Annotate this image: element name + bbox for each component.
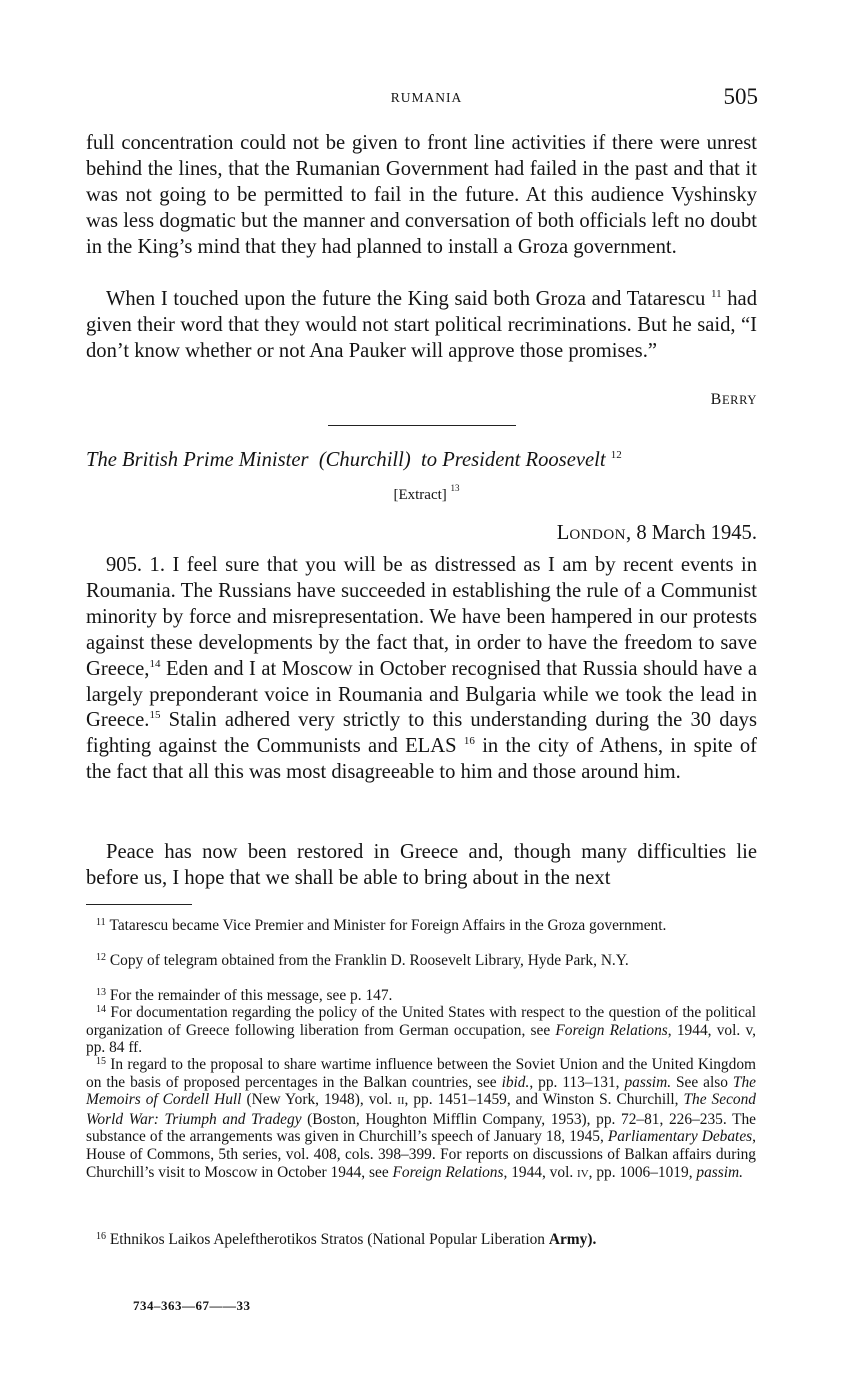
footnote-12 bbox=[86, 952, 756, 970]
footnote-text: , pp. 113–131, bbox=[529, 1073, 625, 1091]
document-title bbox=[86, 449, 757, 472]
footnote-text: See also bbox=[671, 1073, 733, 1091]
footnote-text: For documentation regarding the policy of the United States with respect to the question of the political organization of Greece following liberation from German occupation, see bbox=[86, 1004, 756, 1039]
footnote-text: For the remainder of this message, see p. 147. bbox=[109, 987, 393, 1004]
footnote-ref-14: 14 bbox=[149, 657, 161, 670]
citation-title: The Second World War: Triumph and Tradegy bbox=[86, 1091, 756, 1128]
dateline-date: , 8 March 1945. bbox=[626, 522, 757, 544]
footnote-text: , House of Commons, 5th series, vol. 408, cols. 398–399. For reports on discussions of Balkan affairs during Churchill’s visit to Moscow in October 1944, see bbox=[86, 1128, 756, 1181]
footnote-text: Copy of telegram obtained from the Franklin D. Roosevelt Library, Hyde Park, N.Y. bbox=[109, 952, 629, 969]
signature-initial: B bbox=[710, 391, 722, 408]
footnote-text: (New York, 1948), vol. bbox=[241, 1091, 398, 1109]
title-part: to President Roosevelt bbox=[421, 449, 606, 471]
signature-rest: ERRY bbox=[721, 393, 757, 407]
paragraph-continuation: full concentration could not be given to front line activities if there were unrest behind the lines, that the Rumanian Government had failed in the past and that it was not going to be permitted to fail in the future. At this audience Vyshinsky was less dogmatic but the manner and conversation of both officials left no doubt in the King’s mind that they had planned to install a Groza government. bbox=[86, 132, 757, 258]
footnote-text: , pp. 1451–1459, and Winston S. Churchill, bbox=[404, 1091, 684, 1109]
footnote-text: , 1944, vol. v, pp. 84 ff. bbox=[86, 1021, 756, 1057]
citation-italic: passim. bbox=[624, 1073, 672, 1091]
citation-title: The Memoirs of Cordell Hull bbox=[86, 1073, 756, 1109]
footnote-text: , 1944, vol. bbox=[503, 1163, 578, 1181]
extract-text: [Extract] bbox=[393, 487, 447, 503]
printer-code: 734–363—67——33 bbox=[133, 1298, 251, 1313]
citation-title: Parliamentary Debates bbox=[607, 1128, 753, 1146]
footnote-text: In regard to the proposal to share wartime influence between the Soviet Union and the United Kingdom on the basis of proposed percentages in the Balkan countries, see bbox=[86, 1056, 756, 1091]
paragraph-text: in the city of Athens, in spite of the fact that all this was most disagreeable to him and those around him. bbox=[86, 735, 757, 784]
section-divider bbox=[328, 425, 516, 426]
dateline-city-initial: L bbox=[556, 522, 570, 544]
footnote-number: 13 bbox=[96, 987, 106, 998]
footnote-13 bbox=[86, 987, 756, 1005]
page-number: 505 bbox=[723, 84, 758, 109]
paragraph-905 bbox=[86, 553, 757, 786]
footnote-ref-13: 13 bbox=[450, 483, 460, 493]
footnote-number: 15 bbox=[96, 1056, 106, 1067]
footnote-rule bbox=[86, 904, 192, 905]
footnote-number: 11 bbox=[96, 917, 106, 928]
footnote-15 bbox=[86, 1056, 756, 1183]
citation-italic: passim. bbox=[696, 1163, 743, 1181]
paragraph-peace: Peace has now been restored in Greece and, though many difficulties lie before us, I hope that we shall be able to bring about in the next bbox=[86, 841, 757, 889]
extract-label bbox=[0, 483, 853, 504]
footnote-ref-16: 16 bbox=[463, 735, 475, 748]
paragraph-text: 905. 1. I feel sure that you will be as distressed as I am by recent events in Roumania. The Russians have succeeded in establishing the rule of a Communist minority by force and misrepresentation. We have been hampered in our protests against these developments by the fact that, in order to have the freedom to save Greece, bbox=[86, 554, 757, 680]
running-head: RUMANIA bbox=[390, 90, 463, 105]
footnote-text: Ethnikos Laikos Apeleftherotikos Stratos (National Popular Liberation bbox=[109, 1231, 545, 1248]
footnote-number: 14 bbox=[96, 1004, 106, 1015]
volume-numeral: IV bbox=[577, 1167, 589, 1180]
footnote-number: 12 bbox=[96, 952, 106, 963]
citation-italic: ibid. bbox=[501, 1073, 530, 1091]
paragraph-text: Stalin adhered very strictly to this understanding during the 30 days fighting against the Communists and ELAS bbox=[86, 709, 757, 758]
paragraph-text: Eden and I at Moscow in October recognised that Russia should have a largely preponderant voice in Roumania and Bulgaria while we took the lead in Greece. bbox=[86, 657, 757, 732]
footnote-text-bold: Army). bbox=[548, 1231, 597, 1248]
paragraph-text: When I touched upon the future the King said both Groza and Tatarescu bbox=[106, 288, 706, 310]
footnote-text: Tatarescu became Vice Premier and Minister for Foreign Affairs in the Groza government. bbox=[109, 917, 667, 934]
footnote-number: 16 bbox=[96, 1231, 106, 1242]
volume-numeral: II bbox=[397, 1095, 405, 1108]
title-part: The British Prime Minister bbox=[86, 449, 309, 471]
citation-title: Foreign Relations bbox=[392, 1163, 504, 1181]
footnote-14 bbox=[86, 1004, 756, 1057]
footnote-ref-15: 15 bbox=[149, 709, 161, 722]
dateline-city: ONDON bbox=[569, 527, 627, 543]
signature-berry bbox=[711, 391, 757, 409]
footnote-ref-11: 11 bbox=[710, 288, 722, 300]
footnote-ref-12: 12 bbox=[610, 449, 622, 461]
paragraph-king-groza bbox=[86, 287, 757, 365]
title-part: (Churchill) bbox=[318, 449, 411, 471]
footnote-16 bbox=[86, 1231, 756, 1249]
paragraph-text: had given their word that they would not start political recriminations. But he said, “I don’t know whether or not Ana Pauker will approve those promises.” bbox=[86, 288, 757, 362]
footnote-text: (Boston, Houghton Mifflin Company, 1953), pp. 72–81, 226–235. The substance of the arrangements was given in Churchill’s speech of January 18, 1945, bbox=[86, 1110, 756, 1146]
citation-title: Foreign Relations bbox=[555, 1021, 668, 1039]
footnote-11 bbox=[86, 917, 756, 935]
dateline bbox=[557, 522, 757, 545]
footnote-text: , pp. 1006–1019, bbox=[588, 1163, 697, 1181]
